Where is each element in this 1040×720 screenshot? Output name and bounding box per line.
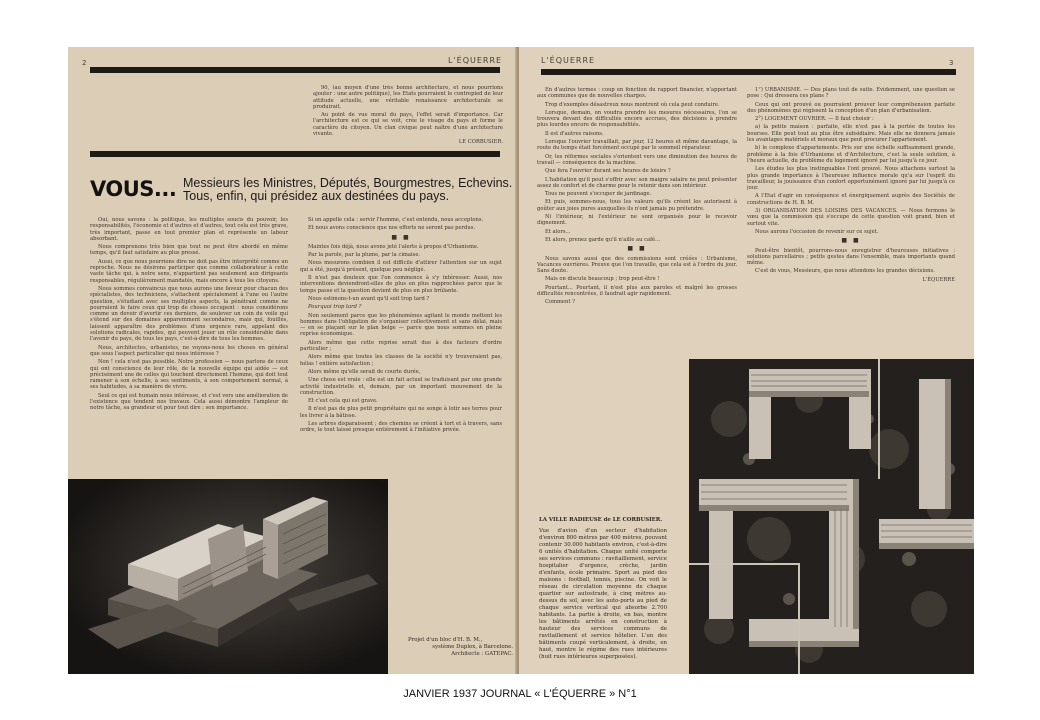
paragraph: 1°) URBANISME. — Des plans tout de suite. Evidemment, une question se pose : Qui dressera ces plans ? <box>747 87 955 100</box>
paragraph: b) le complexe d'appartements. Pris sur une échelle suffisamment grande, problème à la fois d'Urbanisme et d'Architecture, c'est la seule solution, à l'heure actuelle, du problème du logement ignoré par lui jusqu'à ce jour. <box>747 145 955 164</box>
section-mark: ■ ■ <box>391 233 411 241</box>
paragraph: 3) ORGANISATION DES LOISIRS DES VACANCES. — Nous fermons le vœu que la commission qui s'occupe de cette question voit grand, bien et surtout vite. <box>747 208 955 227</box>
left-column-2 <box>300 217 502 517</box>
caption-title: LA VILLE RADIEUSE de LE CORBUSIER. <box>539 517 663 523</box>
paragraph: Si on appelle cela : servir l'homme, c'est entendu, nous acceptons. <box>308 217 484 223</box>
vous-heading: VOUS... <box>90 177 177 201</box>
paragraph: Alors même qu'elle serait de courte durée, <box>308 368 421 375</box>
paragraph: 2°) LOGEMENT OUVRIER. — Il faut choisir : <box>755 116 874 123</box>
paragraph: Et c'est cela qui est grave. <box>308 398 378 405</box>
paragraph: Mais on discute beaucoup ; trop peut-être ! <box>545 276 660 283</box>
top-rule <box>541 69 956 75</box>
paragraph: A l'Etat d'agir en conséquence et énergiquement auprès des Sociétés de constructions de H. B. M. <box>747 193 955 206</box>
right-running-head: L'ÉQUERRE <box>541 56 596 65</box>
paragraph: Alors même que toutes les classes de la société n'y trouveraient pas, hélas ! entière satisfaction ; <box>300 354 502 367</box>
paragraph: Les arbres disparaissent ; des chemins se créent à tort et à travers, sans ordre, le tout laissé presque entièrement à l'initiative privée. <box>300 421 502 434</box>
paragraph: Par la parole, par la plume, par la cimaise. <box>308 252 421 259</box>
paragraph: Il n'est pas de plus petit propriétaire qui ne songe à lotir ses terres pour les livrer à la bâtisse. <box>300 406 502 419</box>
headline-line: Messieurs les Ministres, Députés, Bourgmestres, Echevins. <box>183 176 513 190</box>
paragraph: Nous aurons l'occasion de revenir sur ce sujet. <box>755 228 879 235</box>
paragraph: Ni l'intérieur, ni l'extérieur ne sont organisés pour le recevoir dignement. <box>537 214 737 227</box>
caption-line: système Duplex, à Barcelone. <box>432 644 513 650</box>
caption-body: Vue d'avion d'un secteur d'habitation d'environ 800 mètres par 400 mètres, pouvant contenir 30.000 habitants environ, c'est-à-dire 6 unités d'habitation. Chaque unité comporte ses services communs : ravitaillement, service hospitalier d'urgence, crèche, jardin d'enfants, école primaire. Sport au pied des maisons : football, tennis, piscine. On voit le réseau de circulation moyenne de chaque quartier sur autostrade, à cinq mètres au-dessus du sol, avec les auto-ports au pied de chaque service vertical qui absorbe 2.700 habitants. La partie à droite, en bas, montre les bâtiments arrêtés en construction à hauteur des services communs de ravitaillement et service hôtelier. L'un des bâtiments coupé verticalement, à droite, en haut, montre le régime des rues intérieures (huit rues intérieures superposées). <box>539 528 667 660</box>
paragraph: Nous comprenons très bien que tout ne peut être abordé en même temps, qu'il faut satisfaire au plus pressé. <box>90 244 288 257</box>
headline-rule <box>90 151 500 157</box>
intro-paragraph: 90, (au moyen d'une très bonne architecture, et nous pourrions ajouter : une autre politique), les Etats pourraient le contrepied de leur attitude actuelle, une véritable renaissance architecturale se produirait. <box>313 85 503 110</box>
aerial-photo-art <box>689 359 974 674</box>
paragraph: Nous sommes convaincus que nous aurons une faveur pour chacun des spécialistes, des techniciens, s'attachent spécialement à l'une ou l'autre question, s'étudiant avec ses multiples aspects, la pénétrant comme ne pourraient le faire ceux qui trop de choses occupent : nous considérons comme un devoir d'avertir ces derniers, de soulever un coin du voile qui s'étend sur des domaines apparemment secondaires, mais qui, fouillés, laissent apparaître des problèmes d'une urgence rare, appelant des solutions radicales, rapides, qui peuvent jouer un rôle considérable dans l'avenir du pays, de tous les pays, c'est-à-dire de tous les hommes. <box>90 285 288 343</box>
intro-text <box>313 85 503 145</box>
paragraph: Les études les plus instinguables l'ont prouvé. Nous attachons surtout la plus grande importance à l'heureuse influence morale qu'a sur l'esprit du travailleur, la jouissance d'un confort opportunément ignoré par lui jusqu'à ce jour. <box>747 166 955 192</box>
paragraph: Que fera l'ouvrier durant ses heures de loisirs ? <box>545 168 671 175</box>
right-page-number: 3 <box>949 59 954 67</box>
signature: L'ÉQUERRE <box>922 276 955 283</box>
left-page-number: 2 <box>82 59 87 67</box>
footer-caption: JANVIER 1937 JOURNAL « L'ÉQUERRE » N°1 <box>403 688 637 700</box>
ville-radieuse-caption <box>539 517 667 667</box>
section-mark: ■ ■ <box>627 245 647 253</box>
paragraph: Nous, architectes, urbanistes, ne voyons-nous les choses en général que sous l'aspect particulier qui nous intéresse ? <box>90 344 288 357</box>
paragraph: Nous estimons-t-un avant qu'il soit trop tard ? <box>308 295 430 302</box>
paragraph: Aussi, ce que nous pourrions dire ne doit pas être interprété comme un reproche. Nous ne désirons participer que comme collaborateur à cette vaste tâche qui, à notre sens, n'appartient pas seulement aux dirigeants responsables, régulièrement mandatés, mais encore à tous les citoyens. <box>90 258 288 284</box>
paragraph: Et nous avons conscience que nos efforts ne seront pas perdus. <box>308 225 476 232</box>
paragraph: Ceux qui ont prouvé ou pourraient prouver leur compréhension parfaite des phénomènes qui régissent la conception d'un plan d'urbanisation. <box>747 101 955 114</box>
paragraph: Non ! cela n'est pas possible. Notre profession — nous parlons de ceux qui ont conscience de leur rôle, de la nouvelle équipe qui aidée — est précisément une de celles qui touchent directement l'homme, qui doit tout ramener à son échelle, à ses sentiments, à son comportement normal, à ses habitudes, à sa manière de vivre. <box>90 359 288 391</box>
paragraph: Et puis, sommes-nous, tous les valeurs qu'ils créent les autorisent à goûter aux joies pures auxquelles ils n'ont jamais pu prétendre. <box>537 199 737 212</box>
top-rule <box>90 67 500 73</box>
headline-line: Tous, enfin, qui présidez aux destinées du pays. <box>183 189 450 203</box>
paragraph: Seul ce qui est humain nous intéresse, et c'est vers une amélioration de l'existence que tendent nos travaux. Cela aussi démontre l'ampleur de notre tâche, sa grandeur et pour tout dire : son importance. <box>90 392 288 412</box>
headline <box>183 177 512 203</box>
intro-paragraph: Au point de vue moral du pays, l'effet serait d'importance. Car l'architecture est ce qui se voit, crée le visage du pays et forme le caractère du citoyen. Un clan civique peut naître d'une architecture vivante. <box>313 112 503 138</box>
left-column-1 <box>90 217 288 479</box>
paragraph: Et alors, prenez garde qu'il n'aille au café... <box>545 236 661 243</box>
paragraph: Lorsque, demain, on voudra prendre les mesures nécessaires, l'on se trouvera devant des difficultés encore accrues, des décisions à prendre plus lourdes encore de responsabilités. <box>537 109 737 129</box>
right-column-1 <box>537 87 737 367</box>
intro-signature: LE CORBUSIER. <box>458 139 503 145</box>
paragraph: Pourquoi trop tard ? <box>308 304 362 311</box>
ville-radieuse-photo <box>689 359 974 674</box>
caption-line: Projet d'un bloc d'H. B. M., <box>408 637 483 643</box>
paragraph: Il est d'autres raisons. <box>545 130 604 137</box>
paragraph: Oui, nous savons : la politique, les multiples soucis du pouvoir, les responsabilités, l'économie et d'autres et d'autres, tout cela est très grave, très important, passe en tout premier plan et représente un labeur absorbant. <box>90 217 288 242</box>
paragraph: Une chose est vraie : elle est un fait actuel se traduisant par une grande activité industrielle et, demain, par un important mouvement de la construction. <box>300 377 502 396</box>
paragraph: L'habitation qu'il peut s'offrir avec son maigre salaire ne peut présenter assez de confort et de charme pour le retenir dans son intérieur. <box>537 176 737 189</box>
barcelona-caption <box>408 637 513 658</box>
paragraph: Nous mesurons combien il est difficile d'attirer l'attention sur un sujet qui a été, jusqu'à présent, quelque peu négligé. <box>300 260 502 273</box>
model-photo-art <box>68 479 388 674</box>
paragraph: Tous ne peuvent s'occuper de jardinage. <box>545 191 652 198</box>
left-page <box>68 47 517 674</box>
paragraph: Pourtant... Pourtant, il n'est plus aux paroles et malgré les grosses difficultés rencontrées, il faudrait agir rapidement. <box>537 284 737 298</box>
journal-spread <box>68 47 974 674</box>
right-page <box>519 47 974 674</box>
paragraph: Non seulement parce que les phénomènes agitant le monde mettent les hommes dans l'obligation de s'organiser collectivement et sans délai, mais — en se plaçant sur le plan belge — parce que nous sommes en pleine reprise économique. <box>300 312 502 338</box>
paragraph: Comment ? <box>545 299 575 306</box>
paragraph: Or, les réformes sociales s'orientent vers une diminution des heures de travail — conséquence de la machine. <box>537 153 737 166</box>
left-running-head: L'ÉQUERRE <box>448 56 503 65</box>
right-column-2 <box>747 87 955 355</box>
paragraph: a) la petite maison : parfaite, elle n'est pas à la portée de toutes les bourses. Elle peut tout au plus être subsidiaire. Mais elle ne donnera jamais les avantages matériels et moraux que peut procurer l'appartement. <box>747 124 955 144</box>
section-mark: ■ ■ <box>841 237 861 245</box>
paragraph: Nous savons aussi que des commissions sont créées : Urbanisme, Vacances ouvrières. Preuve que l'on travaille, que cela est à l'ordre du jour. Sans doute. <box>537 255 737 275</box>
barcelona-model-photo <box>68 479 388 674</box>
paragraph: C'est de vous, Messieurs, que nous attendons les grandes décisions. <box>755 268 935 275</box>
paragraph: En d'autres termes : coup en fonction du rapport financier, n'apportant aux communes que de nouvelles charges. <box>537 87 737 100</box>
paragraph: Il n'est pas douteux que l'on commence à s'y intéresser. Aussi, nos interventions deviendront-elles de plus en plus rapprochées parce que le temps passe et la question devient de plus en plus brûlante. <box>300 275 502 294</box>
paragraph: Alors même que cette reprise serait due à des facteurs d'ordre particulier ; <box>300 339 502 353</box>
paragraph: Lorsque l'ouvrier travaillait, par jour, 12 heures et même davantage, la route du temps était forcément occupé par le sommeil réparateur. <box>537 139 737 152</box>
caption-line: Architecte : GATEPAC. <box>451 651 513 657</box>
paragraph: Et alors... <box>545 228 571 235</box>
paragraph: Trop d'exemples désastreux nous montrent où cela peut conduire. <box>545 101 720 108</box>
paragraph: Maintes fois déjà, nous avons jeté l'alerte à propos d'Urbanisme. <box>308 243 479 250</box>
paragraph: Peut-être bientôt, pourrons-nous enregistrer d'heureuses initiatives : solutions parcellaires ; petits gestes dans l'ensemble, mais importants quand même. <box>747 247 955 267</box>
